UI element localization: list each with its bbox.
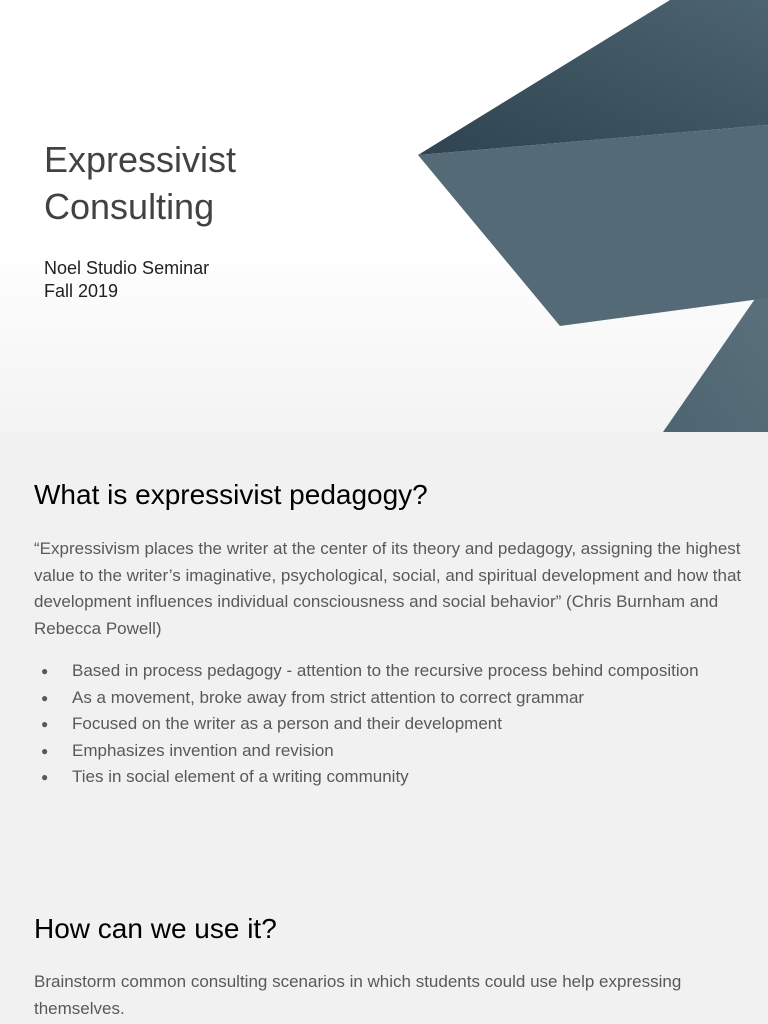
bullet-list <box>34 658 734 791</box>
list-item <box>34 711 734 738</box>
list-item <box>34 658 734 685</box>
list-item-text: Ties in social element of a writing community <box>72 767 409 786</box>
list-item-text: Emphasizes invention and revision <box>72 740 334 760</box>
bullet-dot-icon: ● <box>41 770 49 784</box>
list-item <box>34 764 734 791</box>
main-band-shape <box>418 125 768 326</box>
section-heading-what: What is expressivist pedagogy? <box>34 479 428 510</box>
title-slide <box>0 0 768 432</box>
bullet-dot-icon: ● <box>41 743 49 758</box>
bullet-dot-icon: ● <box>41 690 49 705</box>
presentation-title: Expressivist Consulting <box>44 139 237 227</box>
presentation-subtitle <box>44 257 209 303</box>
list-item <box>34 685 734 712</box>
definition-quote: “Expressivism places the writer at the center of its theory and pedagogy, assigning the highest value to the writer’s imaginative, psychological, social, and spiritual development and how that development influences individual consciousness and social behavior” (Chris Burnham and Rebecca Powell) <box>34 539 742 638</box>
list-item <box>34 738 734 765</box>
section-heading-how: How can we use it? <box>34 913 277 944</box>
subtitle-line-2: Fall 2019 <box>44 281 119 301</box>
list-item-text: Based in process pedagogy - attention to the recursive process behind composition <box>72 661 699 680</box>
subtitle-line-1: Noel Studio Seminar <box>44 258 210 278</box>
bullet-dot-icon: ● <box>41 717 49 731</box>
brainstorm-paragraph: Brainstorm common consulting scenarios in which students could use help expressing themselves. <box>34 972 682 1018</box>
list-item-text: As a movement, broke away from strict attention to correct grammar <box>72 687 585 707</box>
list-item-text: Focused on the writer as a person and their development <box>72 714 502 733</box>
bullet-dot-icon: ● <box>41 664 49 678</box>
